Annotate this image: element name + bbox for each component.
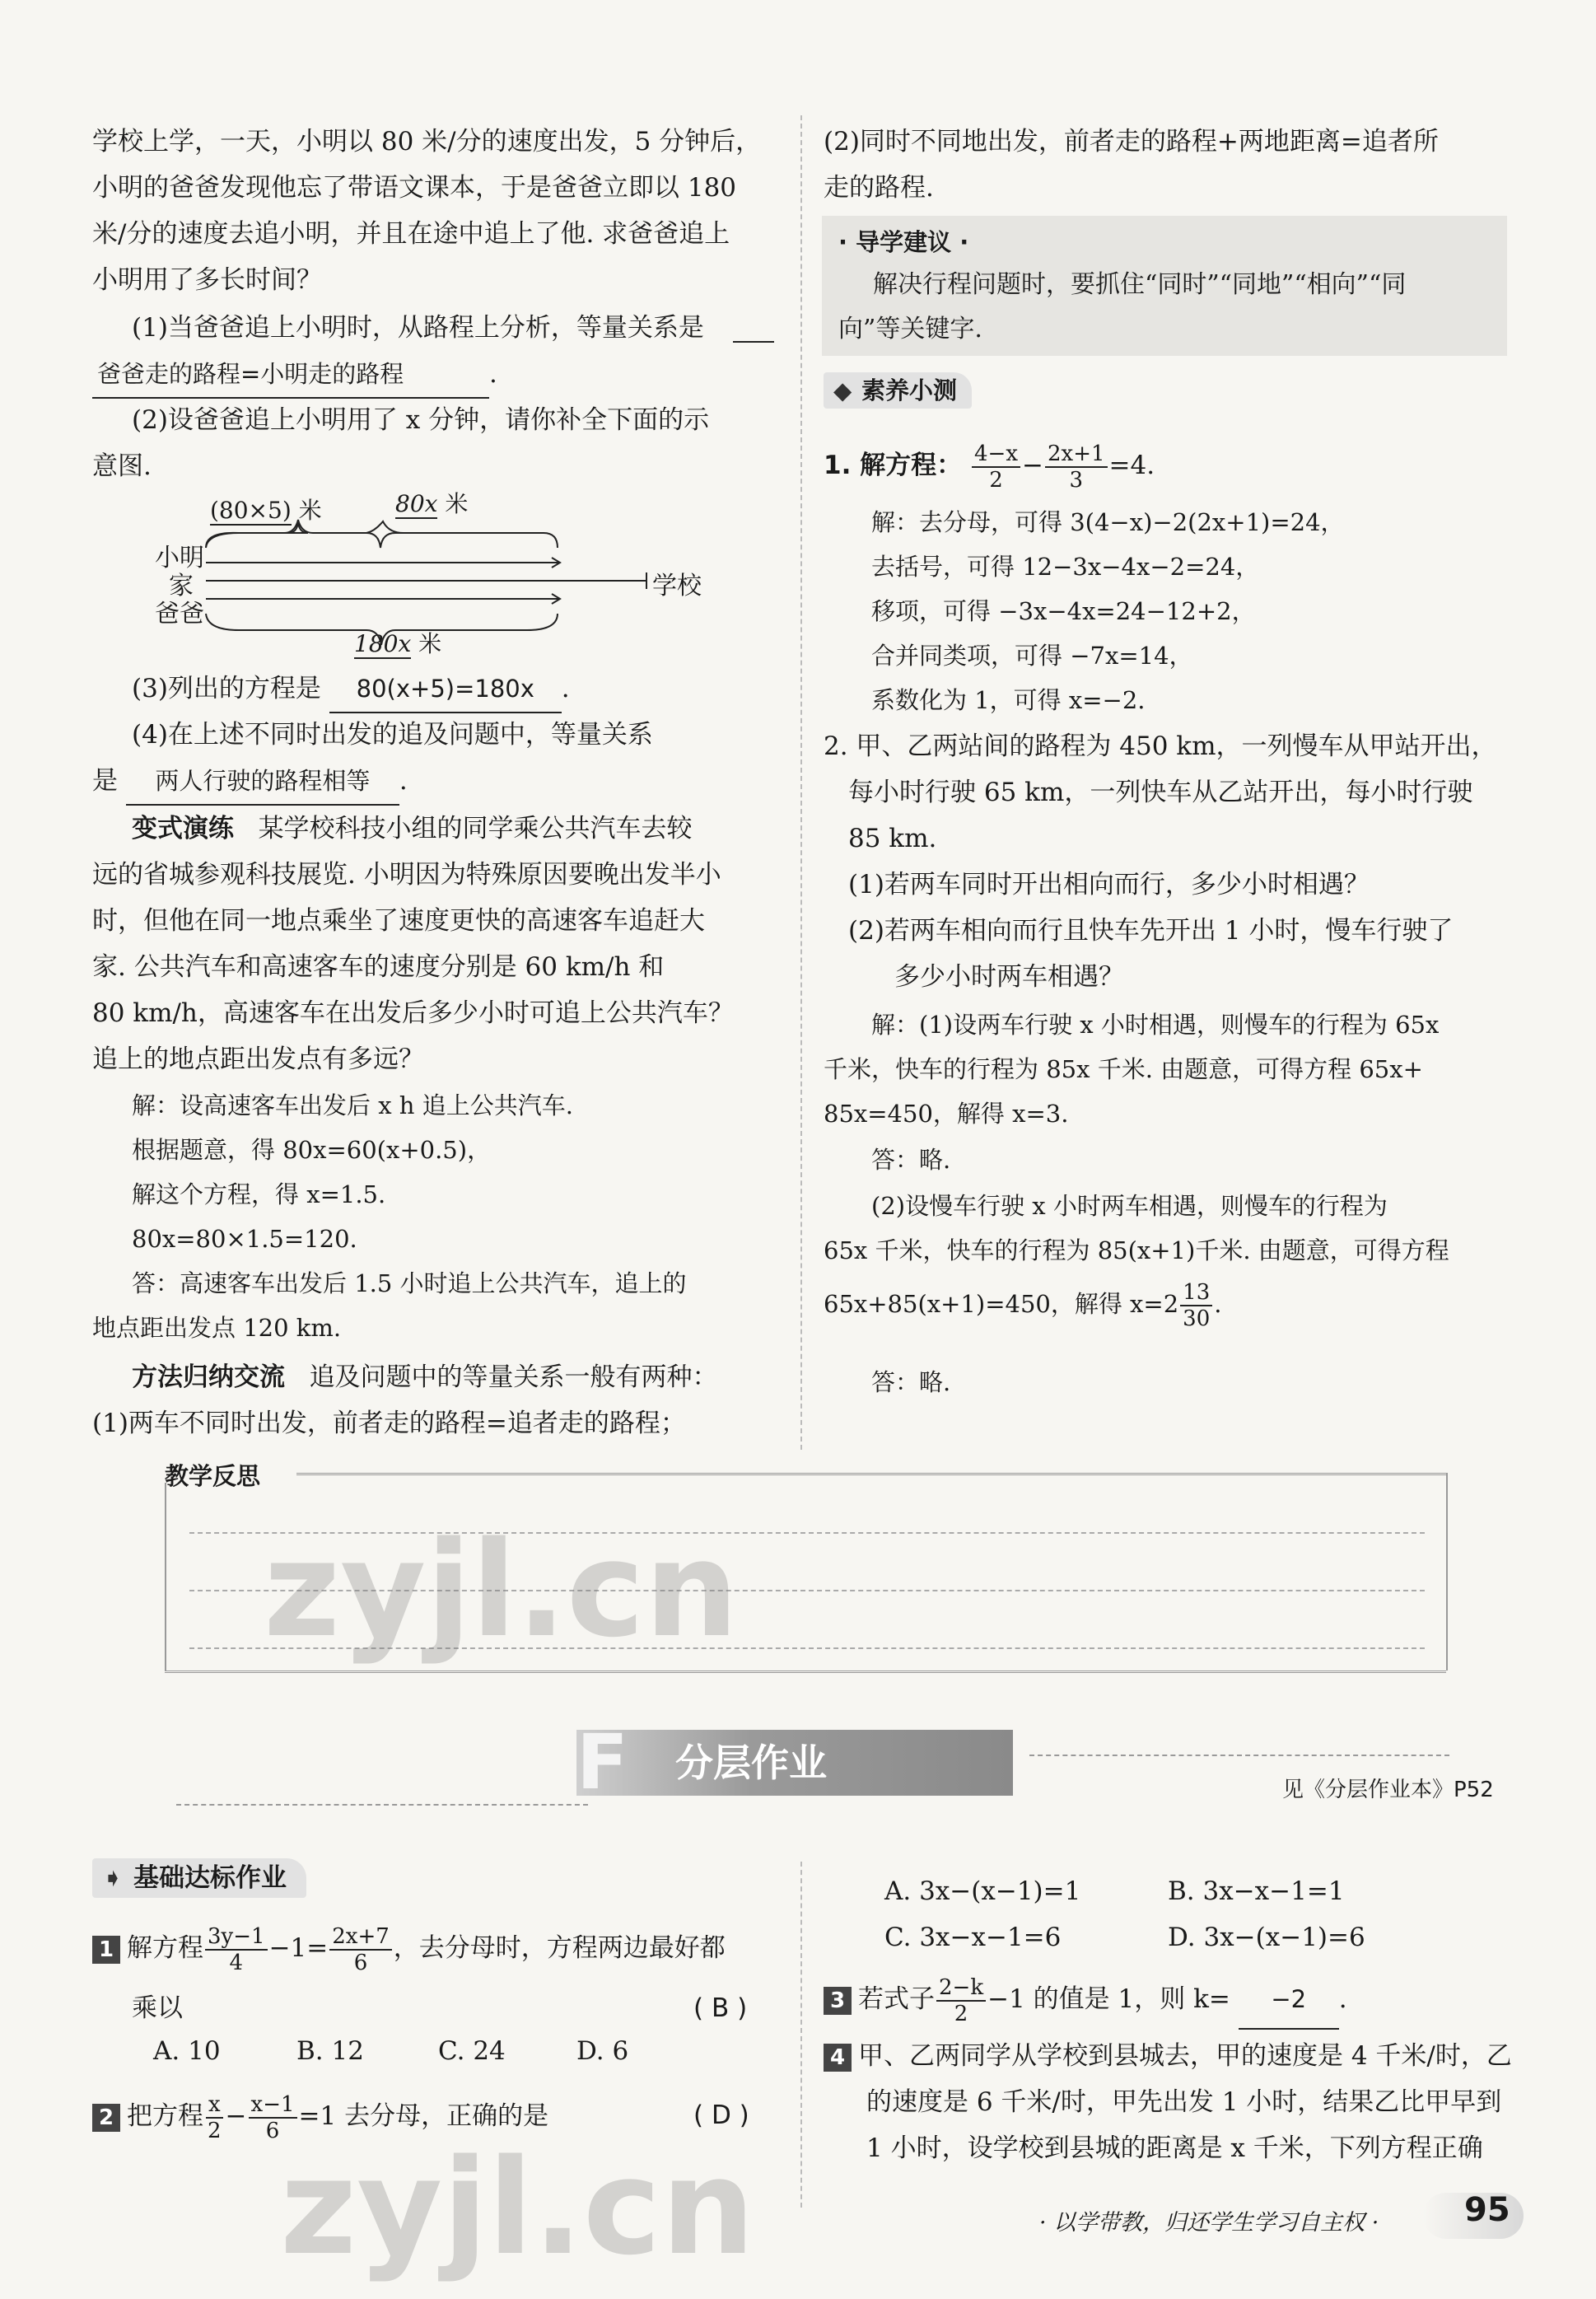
reflection-title: 教学反思 — [165, 1462, 261, 1490]
variant-line: 变式演练 某学校科技小组的同学乘公共汽车去较 — [132, 814, 693, 843]
p2-line: 2. 甲、乙两站间的路程为 450 km，一列慢车从甲站开出， — [824, 731, 1497, 761]
p2-sol2: 65x 千米，快车的行程为 85(x+1)千米. 由题意，可得方程 — [824, 1236, 1449, 1264]
hw-q1-option[interactable]: A. 10 — [153, 2036, 221, 2066]
homework-divider — [800, 1862, 802, 2208]
variant-line: 远的省城参观科技展览. 小明因为特殊原因要晚出发半小 — [92, 860, 721, 890]
q4-line: 是 两人行驶的路程相等 . — [92, 758, 408, 806]
hw-q4: 的速度是 6 千米/时，甲先出发 1 小时，结果乙比甲早到 — [866, 2087, 1502, 2117]
diagram-top-left: (80×5) 米 — [210, 497, 322, 524]
variant-title: 变式演练 — [132, 814, 234, 843]
label-xiaoming: 小明 — [155, 544, 204, 572]
cont-line: 走的路程. — [824, 173, 934, 203]
diamond-icon: ◆ — [833, 376, 852, 404]
solution-line: 80x=80×1.5=120. — [132, 1225, 357, 1253]
reflection-left-rule — [165, 1483, 166, 1671]
banner-rule-left — [176, 1804, 588, 1806]
guide-title: · 导学建议 · — [838, 228, 969, 256]
p2-q2: (2)若两车相向而行且快车先开出 1 小时，慢车行驶了 — [848, 916, 1454, 946]
footer-slogan: · 以学带教，归还学生学习自主权 · — [1039, 2210, 1379, 2236]
intro-line: 米/分的速度去追小明，并且在途中追上了他. 求爸爸追上 — [92, 219, 730, 249]
cont-line: (2)同时不同地出发，前者走的路程+两地距离=追者所 — [824, 127, 1439, 157]
hw-q2-answer: ( D ) — [693, 2100, 749, 2130]
solution-line: 根据题意，得 80x=60(x+0.5)， — [132, 1136, 492, 1164]
q1-answer-wrap: 爸爸走的路程=小明走的路程 . — [92, 351, 497, 399]
quiz-title-badge: ◆ 素养小测 — [824, 372, 972, 409]
guide-line: 向”等关键字. — [838, 315, 982, 343]
p2-sol2-last: 65x+85(x+1)=450，解得 x=2 $\frac{13}{30}$ . — [824, 1280, 1222, 1331]
p2-line: 85 km. — [848, 824, 937, 853]
homework-banner — [576, 1718, 1013, 1806]
q1-text: (1)当爸爸追上小明时，从路程上分析，等量关系是 — [132, 313, 704, 343]
p2-sol1: 85x=450，解得 x=3. — [824, 1100, 1069, 1128]
answer-omit: 答：略. — [871, 1146, 951, 1174]
hw-q1-line2: 乘以 — [132, 1993, 183, 2023]
banner-f-icon: F — [576, 1718, 628, 1806]
diagram-bottom: 180x 米 — [354, 630, 442, 657]
hw-q2: 2 把方程 $\frac{x}{2}$ − $\frac{x-1}{6}$ =1 去分母，正确的是 — [92, 2087, 548, 2145]
p1-sol: 解：去分母，可得 3(4−x)−2(2x+1)=24， — [871, 508, 1345, 536]
p1-line: 1. 解方程： $\frac{4-x}{2}$ − $\frac{2x+1}{3}$ =4. — [824, 441, 1155, 493]
intro-line: 学校上学，一天，小明以 80 米/分的速度出发，5 分钟后， — [92, 127, 762, 157]
answer-omit: 答：略. — [871, 1368, 951, 1396]
q2-text: 意图. — [92, 451, 152, 481]
hw-q3: 3 若式子 $\frac{2-k}{2}$ −1 的值是 1，则 k= −2 . — [824, 1970, 1347, 2030]
brace-top-right — [366, 521, 404, 533]
solution-line: 答：高速客车出发后 1.5 小时追上公共汽车，追上的 — [132, 1269, 687, 1297]
p1-sol: 系数化为 1，可得 x=−2. — [871, 686, 1146, 714]
reflection-top-rule — [296, 1473, 1446, 1475]
hw-q3-answer: −2 — [1239, 1970, 1339, 2030]
q2-text: (2)设爸爸追上小明用了 x 分钟，请你补全下面的示 — [132, 405, 710, 435]
solution-line: 地点距出发点 120 km. — [92, 1314, 342, 1342]
intro-line: 小明用了多长时间？ — [92, 265, 322, 295]
banner-title: 分层作业 — [675, 1741, 827, 1785]
p2-sol1: 解：(1)设两车行驶 x 小时相遇，则慢车的行程为 65x — [871, 1011, 1440, 1039]
hw-q1-option[interactable]: B. 12 — [296, 2036, 364, 2066]
solution-line: 解这个方程，得 x=1.5. — [132, 1180, 386, 1208]
banner-rule-right — [1029, 1755, 1449, 1756]
label-baba: 爸爸 — [155, 600, 204, 628]
p2-q1: (1)若两车同时开出相向而行，多少小时相遇？ — [848, 870, 1370, 900]
p1-sol: 去括号，可得 12−3x−4x−2=24， — [871, 553, 1260, 581]
page-number: 95 — [1464, 2191, 1510, 2229]
hw-q2-option[interactable]: C. 3x−x−1=6 — [884, 1923, 1062, 1952]
variant-line: 80 km/h，高速客车在出发后多少小时可追上公共汽车？ — [92, 998, 734, 1028]
p1-sol: 合并同类项，可得 −7x=14， — [871, 642, 1193, 670]
q3-line: (3)列出的方程是 80(x+5)=180x . — [132, 666, 570, 713]
method-line: (1)两车不同时出发，前者走的路程=追者走的路程； — [92, 1409, 686, 1438]
p2-sol1: 千米，快车的行程为 85x 千米. 由题意，可得方程 65x+ — [824, 1055, 1423, 1083]
hw-q1-option[interactable]: D. 6 — [576, 2036, 629, 2066]
watermark: zyjl.cn — [280, 2130, 755, 2284]
q3-answer: 80(x+5)=180x — [329, 666, 562, 713]
variant-line: 家. 公共汽车和高速客车的速度分别是 60 km/h 和 — [92, 952, 665, 982]
brace-top-right — [366, 533, 558, 548]
hw-q1-answer: ( B ) — [693, 1993, 748, 2023]
label-school: 学校 — [652, 572, 702, 600]
method-line: 方法归纳交流 追及问题中的等量关系一般有两种： — [132, 1362, 718, 1392]
hw-q2-option[interactable]: D. 3x−(x−1)=6 — [1168, 1923, 1365, 1952]
blank-line — [733, 341, 774, 343]
hw-q4: 4 甲、乙两同学从学校到县城去，甲的速度是 4 千米/时，乙 — [824, 2033, 1512, 2079]
variant-line: 时，但他在同一地点乘坐了速度更快的高速客车追赶大 — [92, 906, 705, 936]
q1-answer: 爸爸走的路程=小明走的路程 — [92, 351, 489, 399]
basic-title-badge: ➧ 基础达标作业 — [92, 1858, 306, 1898]
reflection-right-rule — [1446, 1473, 1448, 1671]
p2-sol2: (2)设慢车行驶 x 小时两车相遇，则慢车的行程为 — [871, 1192, 1388, 1220]
hw-q1-option[interactable]: C. 24 — [438, 2036, 506, 2066]
hw-q4: 1 小时，设学校到县城的距离是 x 千米，下列方程正确 — [866, 2133, 1483, 2163]
column-divider — [800, 115, 802, 1450]
intro-line: 小明的爸爸发现他忘了带语文课本，于是爸爸立即以 180 — [92, 173, 737, 203]
hw-q2-option[interactable]: B. 3x−x−1=1 — [1168, 1876, 1345, 1906]
reflection-bottom-rule — [165, 1671, 1446, 1673]
q4-answer: 两人行驶的路程相等 — [126, 758, 399, 806]
hw-q1: 1 解方程 $\frac{3y-1}{4}$ −1= $\frac{2x+7}{6}$ ，去分母时，方程两边最好都 — [92, 1919, 726, 1977]
method-title: 方法归纳交流 — [132, 1362, 285, 1392]
diagram-top-right: 80x 米 — [395, 490, 469, 517]
pointer-icon: ➧ — [102, 1863, 124, 1893]
p2-line: 每小时行驶 65 km，一列快车从乙站开出，每小时行驶 — [848, 778, 1473, 807]
label-home: 家 — [169, 572, 194, 600]
p2-q2: 多少小时两车相遇？ — [894, 962, 1124, 992]
workbook-ref: 见《分层作业本》P52 — [1282, 1778, 1494, 1802]
guide-line: 解决行程问题时，要抓住“同时”“同地”“相向”“同 — [873, 270, 1407, 299]
q4-text: (4)在上述不同时出发的追及问题中，等量关系 — [132, 720, 653, 750]
watermark: zyjl.cn — [264, 1512, 739, 1666]
variant-line: 追上的地点距出发点有多远？ — [92, 1044, 424, 1074]
solution-line: 解：设高速客车出发后 x h 追上公共汽车. — [132, 1091, 573, 1119]
hw-q2-option[interactable]: A. 3x−(x−1)=1 — [884, 1876, 1081, 1906]
p1-sol: 移项，可得 −3x−4x=24−12+2， — [871, 597, 1256, 625]
